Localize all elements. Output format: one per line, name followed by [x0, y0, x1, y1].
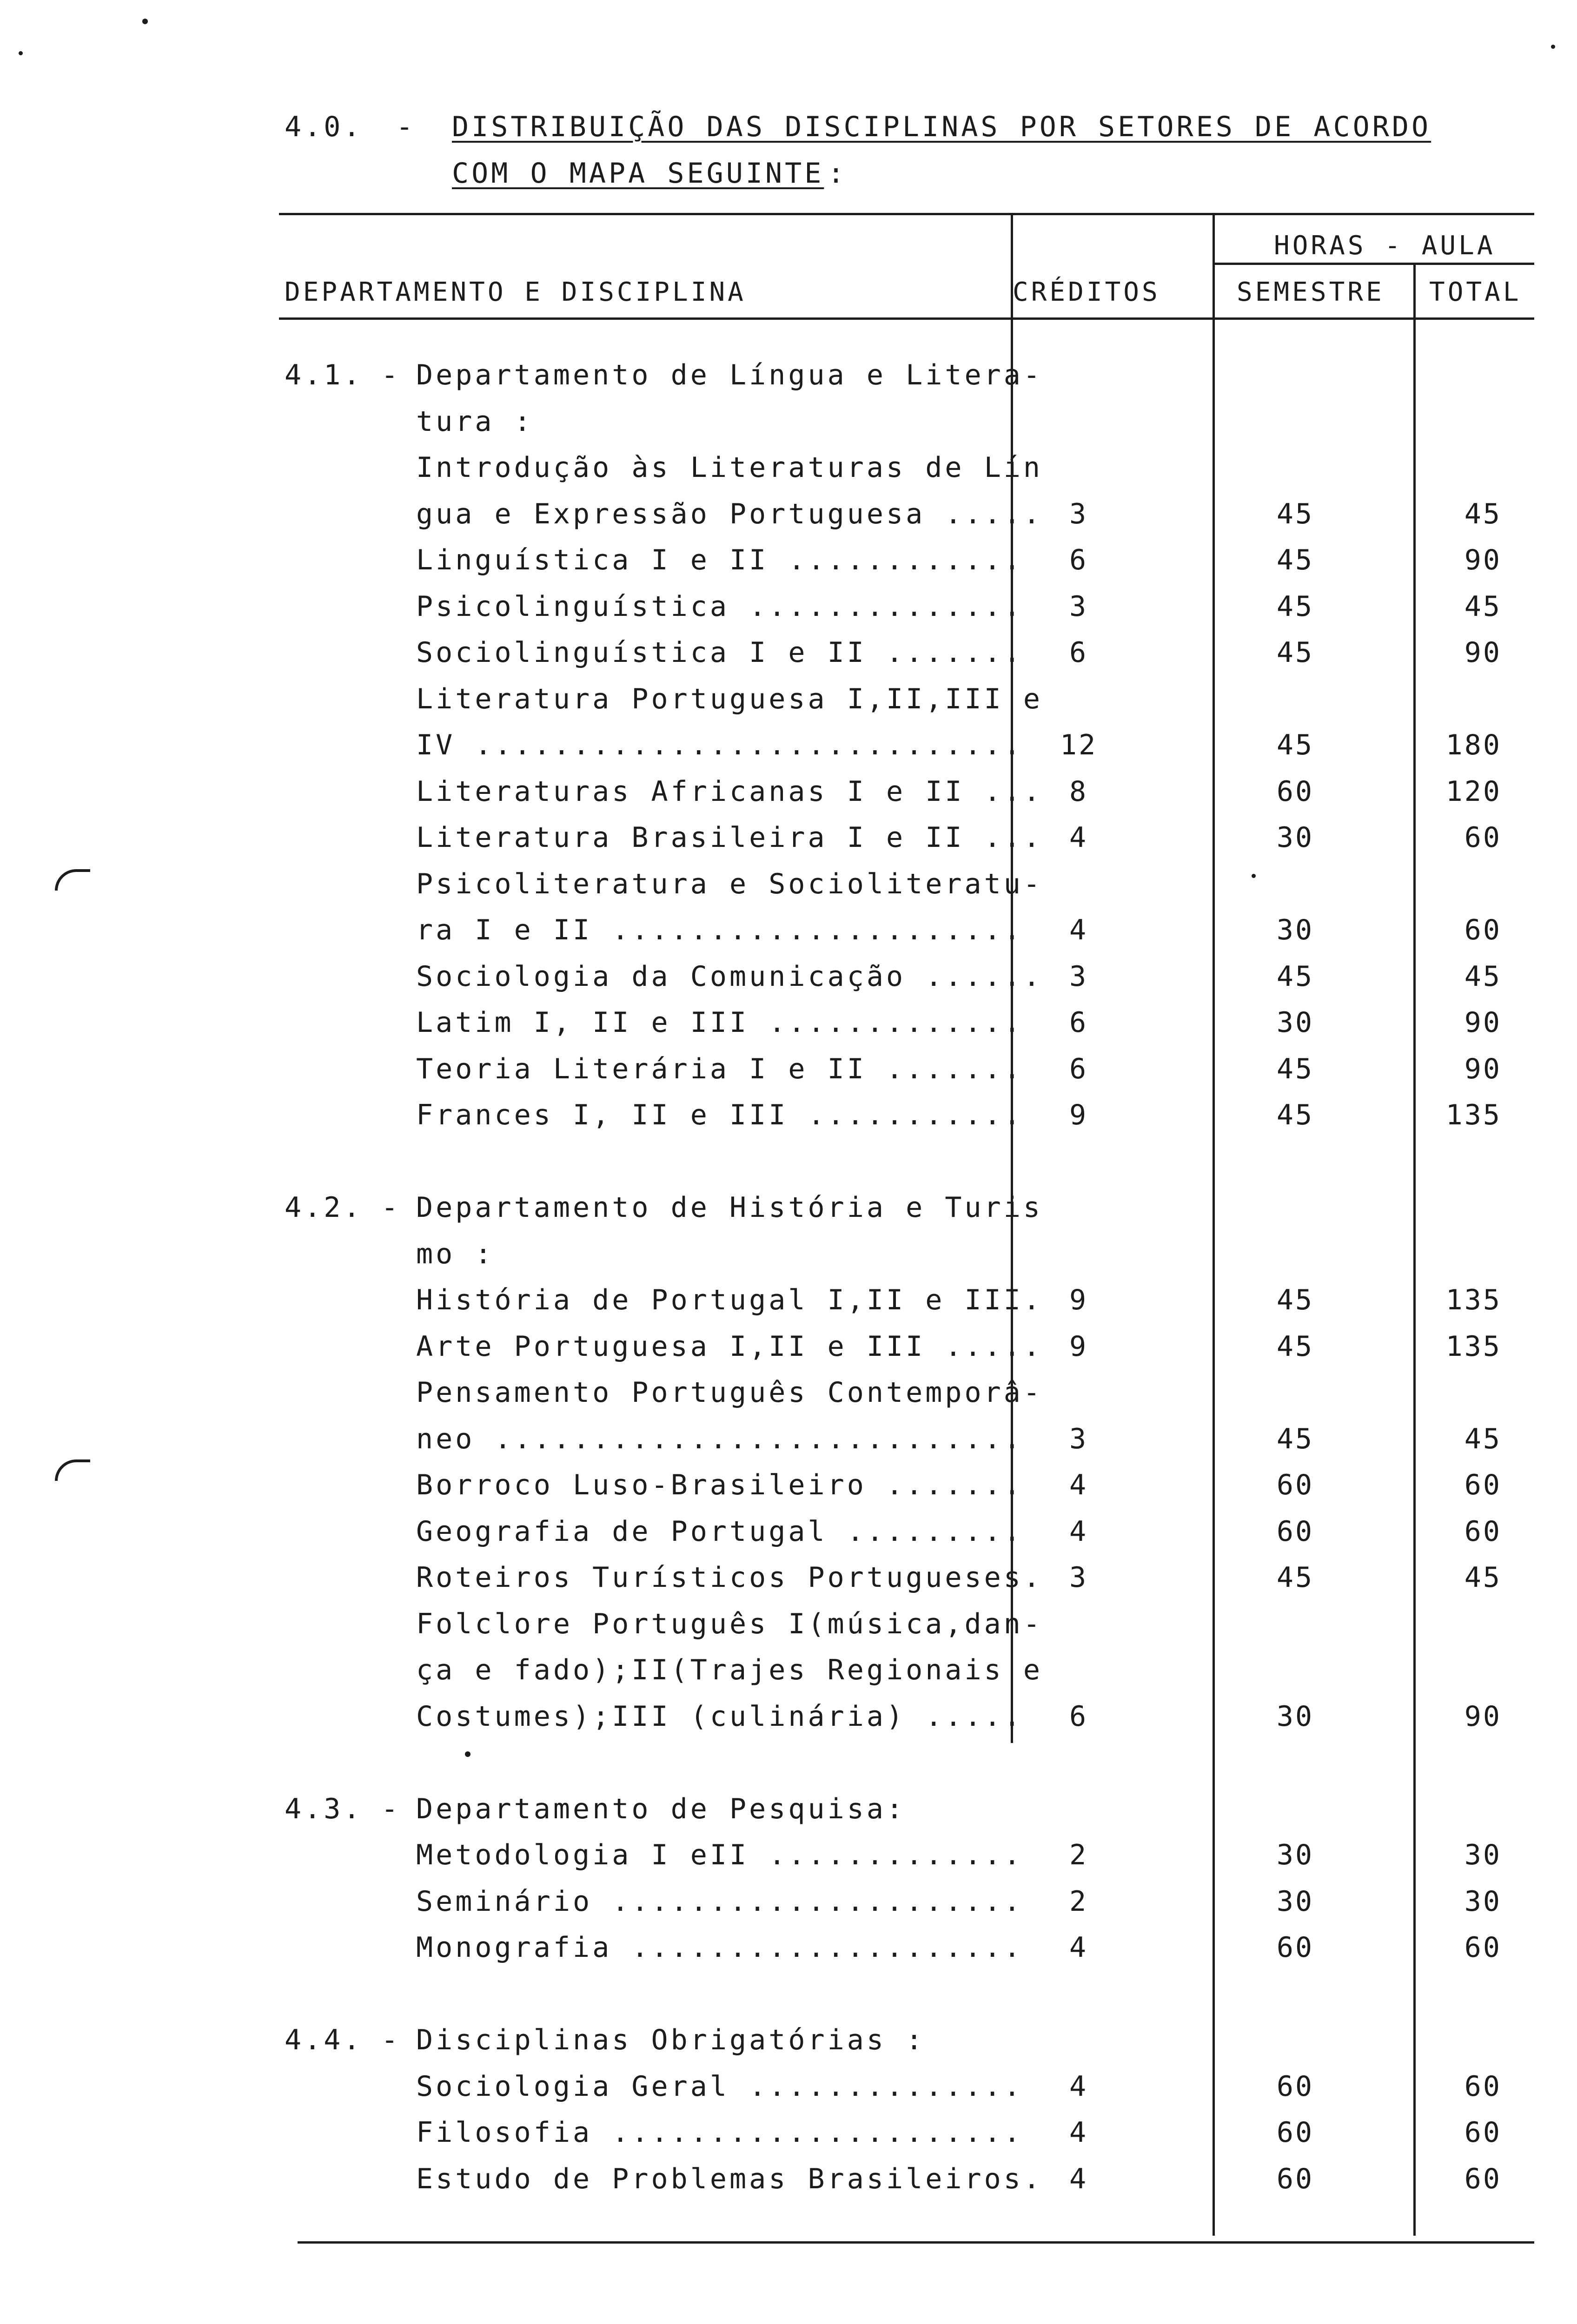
total-value: 60: [1464, 1515, 1502, 1548]
semestre-value: 45: [1276, 636, 1314, 669]
discipline-name: Psicolinguística ..............: [416, 590, 1023, 623]
creditos-value: 9: [1069, 1099, 1088, 1131]
horas-aula-rule: [1213, 263, 1534, 265]
discipline-name: Pensamento Português Contemporâ-: [416, 1376, 1043, 1409]
total-value: 60: [1464, 1931, 1502, 1964]
semestre-value: 45: [1276, 729, 1314, 761]
semestre-value: 30: [1276, 1885, 1314, 1918]
semestre-value: 45: [1276, 1561, 1314, 1594]
semestre-value: 45: [1276, 544, 1314, 576]
speck: [1551, 45, 1555, 49]
semestre-value: 60: [1276, 775, 1314, 808]
semestre-value: 45: [1276, 1099, 1314, 1131]
total-value: 45: [1464, 497, 1502, 530]
discipline-name: Linguística I e II ............: [416, 544, 1023, 576]
section-dash: -: [381, 359, 401, 391]
header-total: TOTAL: [1429, 277, 1522, 307]
semestre-value: 30: [1276, 821, 1314, 854]
section-number: 4.0.: [285, 111, 363, 143]
header-departamento: DEPARTAMENTO E DISCIPLINA: [285, 277, 746, 307]
discipline-name: Psicoliteratura e Socioliteratu-: [416, 867, 1043, 900]
creditos-value: 4: [1069, 2070, 1088, 2103]
total-value: 30: [1464, 1839, 1502, 1871]
discipline-name: neo ...........................: [416, 1422, 1023, 1455]
creditos-value: 4: [1069, 2116, 1088, 2149]
total-value: 90: [1464, 1052, 1502, 1085]
margin-hole-mark: [55, 1459, 90, 1481]
creditos-value: 12: [1060, 729, 1098, 761]
discipline-name: Literaturas Africanas I e II ...: [416, 775, 1043, 808]
total-value: 60: [1464, 914, 1502, 946]
title-dash: -: [396, 111, 416, 143]
section-dash: -: [381, 1191, 401, 1224]
speck: [465, 1751, 470, 1757]
total-value: 90: [1464, 636, 1502, 669]
creditos-value: 4: [1069, 1931, 1088, 1964]
margin-hole-mark: [55, 869, 90, 891]
section-number: 4.2.: [285, 1191, 363, 1224]
section-title: Departamento de Língua e Litera-: [416, 359, 1043, 391]
speck: [142, 19, 148, 24]
total-value: 60: [1464, 2070, 1502, 2103]
semestre-value: 60: [1276, 2070, 1314, 2103]
creditos-value: 9: [1069, 1330, 1088, 1363]
section-number: 4.4.: [285, 2024, 363, 2056]
creditos-value: 3: [1069, 1422, 1088, 1455]
discipline-name: Geografia de Portugal .........: [416, 1515, 1023, 1548]
semestre-value: 30: [1276, 1006, 1314, 1039]
discipline-name: Latim I, II e III .............: [416, 1006, 1023, 1039]
discipline-name: Sociologia da Comunicação ......: [416, 960, 1043, 993]
semestre-value: 45: [1276, 1052, 1314, 1085]
table-top-rule: [279, 213, 1534, 215]
semestre-value: 45: [1276, 960, 1314, 993]
discipline-name: Costumes);III (culinária) .....: [416, 1700, 1023, 1733]
total-value: 120: [1445, 775, 1502, 808]
creditos-value: 3: [1069, 1561, 1088, 1594]
semestre-value: 45: [1276, 1422, 1314, 1455]
total-value: 135: [1445, 1099, 1502, 1131]
header-creditos: CRÉDITOS: [1013, 277, 1160, 307]
section-title: mo :: [416, 1237, 495, 1270]
discipline-name: Monografia ....................: [416, 1931, 1023, 1964]
total-value: 60: [1464, 2162, 1502, 2195]
creditos-value: 6: [1069, 1006, 1088, 1039]
section-dash: -: [381, 2024, 401, 2056]
semestre-value: 45: [1276, 1284, 1314, 1316]
total-value: 45: [1464, 1422, 1502, 1455]
discipline-name: Metodologia I eII .............: [416, 1839, 1023, 1871]
total-value: 60: [1464, 1469, 1502, 1501]
discipline-name: IV ............................: [416, 729, 1023, 761]
discipline-name: Seminário .....................: [416, 1885, 1023, 1918]
semestre-value: 30: [1276, 1839, 1314, 1871]
speck: [19, 51, 23, 55]
discipline-name: Arte Portuguesa I,II e III .....: [416, 1330, 1043, 1363]
section-title: tura :: [416, 405, 534, 438]
page-title-line-1: DISTRIBUIÇÃO DAS DISCIPLINAS POR SETORES DE ACORDO: [452, 111, 1431, 143]
total-value: 45: [1464, 1561, 1502, 1594]
creditos-value: 6: [1069, 636, 1088, 669]
total-value: 45: [1464, 960, 1502, 993]
discipline-name: Roteiros Turísticos Portugueses.: [416, 1561, 1043, 1594]
discipline-name: Estudo de Problemas Brasileiros.: [416, 2162, 1043, 2195]
section-dash: -: [381, 1792, 401, 1825]
discipline-name: ça e fado);II(Trajes Regionais e: [416, 1654, 1043, 1686]
total-divider: [1413, 263, 1416, 2236]
semestre-value: 45: [1276, 590, 1314, 623]
section-number: 4.3.: [285, 1792, 363, 1825]
page-title-line-2: COM O MAPA SEGUINTE: [452, 157, 824, 190]
total-value: 90: [1464, 1700, 1502, 1733]
total-value: 135: [1445, 1284, 1502, 1316]
discipline-name: Filosofia .....................: [416, 2116, 1023, 2149]
total-value: 90: [1464, 1006, 1502, 1039]
title-colon: :: [828, 157, 848, 190]
creditos-value: 3: [1069, 497, 1088, 530]
speck: [1252, 874, 1256, 878]
creditos-value: 9: [1069, 1284, 1088, 1316]
creditos-value: 2: [1069, 1885, 1088, 1918]
semestre-value: 60: [1276, 2116, 1314, 2149]
creditos-value: 3: [1069, 960, 1088, 993]
discipline-name: Teoria Literária I e II .......: [416, 1052, 1023, 1085]
total-value: 180: [1445, 729, 1502, 761]
section-title: Departamento de Pesquisa:: [416, 1792, 906, 1825]
creditos-value: 4: [1069, 821, 1088, 854]
creditos-value: 4: [1069, 1515, 1088, 1548]
total-value: 45: [1464, 590, 1502, 623]
discipline-name: Sociolinguística I e II .......: [416, 636, 1023, 669]
discipline-name: Literatura Brasileira I e II ...: [416, 821, 1043, 854]
creditos-value: 4: [1069, 914, 1088, 946]
creditos-value: 6: [1069, 1700, 1088, 1733]
discipline-name: Literatura Portuguesa I,II,III e: [416, 682, 1043, 715]
header-semestre: SEMESTRE: [1237, 277, 1385, 307]
discipline-name: Frances I, II e III ...........: [416, 1099, 1023, 1131]
total-value: 135: [1445, 1330, 1502, 1363]
creditos-value: 6: [1069, 544, 1088, 576]
semestre-value: 60: [1276, 2162, 1314, 2195]
semestre-value: 45: [1276, 1330, 1314, 1363]
section-title: Disciplinas Obrigatórias :: [416, 2024, 926, 2056]
section-title: Departamento de História e Turis: [416, 1191, 1043, 1224]
semestre-value: 30: [1276, 1700, 1314, 1733]
section-number: 4.1.: [285, 359, 363, 391]
semestre-value: 60: [1276, 1469, 1314, 1501]
semestre-value: 30: [1276, 914, 1314, 946]
discipline-name: História de Portugal I,II e III.: [416, 1284, 1043, 1316]
discipline-name: Introdução às Literaturas de Lín: [416, 451, 1043, 484]
semestre-divider: [1213, 214, 1215, 2236]
header-bottom-rule: [279, 317, 1534, 320]
creditos-value: 8: [1069, 775, 1088, 808]
discipline-name: Sociologia Geral ..............: [416, 2070, 1023, 2103]
discipline-name: ra I e II .....................: [416, 914, 1023, 946]
discipline-name: Folclore Português I(música,dan-: [416, 1607, 1043, 1640]
semestre-value: 45: [1276, 497, 1314, 530]
creditos-value: 3: [1069, 590, 1088, 623]
creditos-value: 6: [1069, 1052, 1088, 1085]
header-horas-aula: HORAS - AULA: [1274, 231, 1496, 261]
total-value: 90: [1464, 544, 1502, 576]
semestre-value: 60: [1276, 1515, 1314, 1548]
total-value: 30: [1464, 1885, 1502, 1918]
semestre-value: 60: [1276, 1931, 1314, 1964]
creditos-value: 4: [1069, 2162, 1088, 2195]
creditos-value: 2: [1069, 1839, 1088, 1871]
discipline-name: Borroco Luso-Brasileiro .......: [416, 1469, 1023, 1501]
creditos-value: 4: [1069, 1469, 1088, 1501]
discipline-name: gua e Expressão Portuguesa .....: [416, 497, 1043, 530]
table-bottom-rule: [298, 2241, 1534, 2244]
total-value: 60: [1464, 2116, 1502, 2149]
total-value: 60: [1464, 821, 1502, 854]
